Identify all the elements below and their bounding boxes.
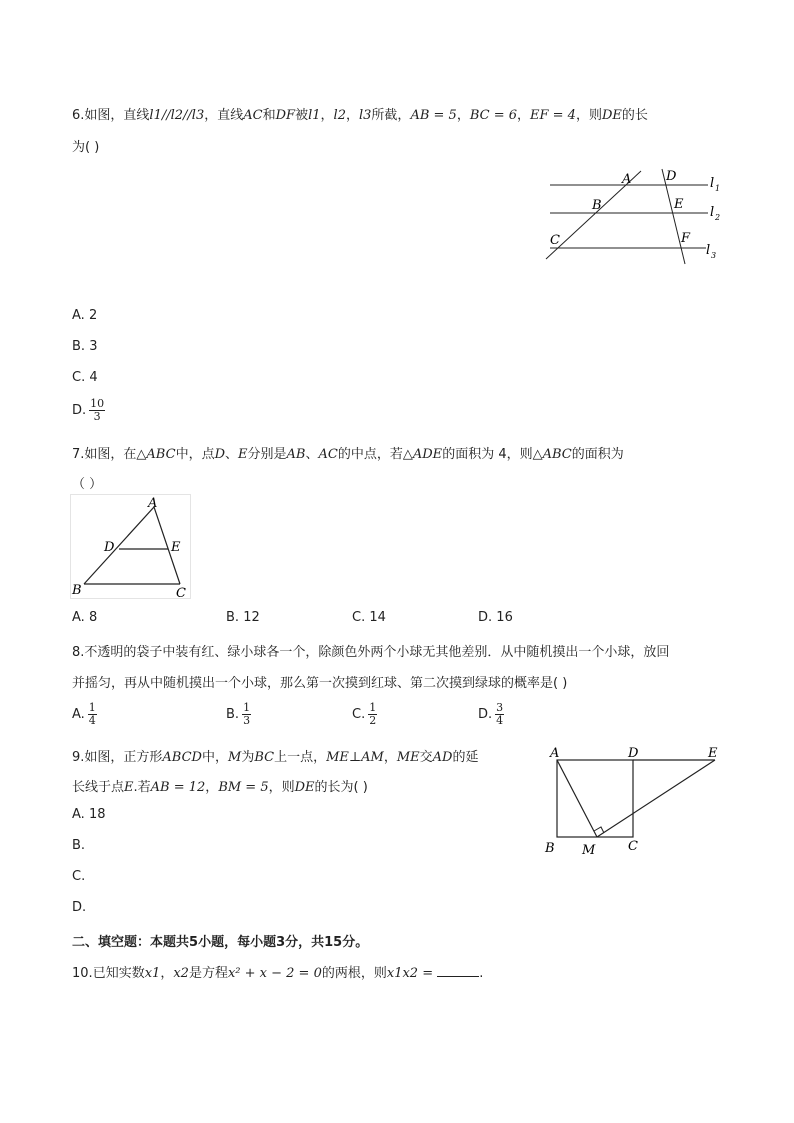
q7-option-c[interactable]: C. 14	[352, 610, 386, 625]
q9-label-B: B	[545, 841, 555, 856]
q6-label-l3-sub: 3	[711, 251, 717, 260]
q6-option-d[interactable]: D. $\frac{10}{3}$	[72, 397, 105, 423]
answer-blank[interactable]	[437, 964, 479, 977]
q8-stem-line2: 并摇匀，再从中随机摸出一个小球，那么第一次摸到红球、第二次摸到绿球的概率是( )	[72, 676, 568, 691]
q6-label-E: E	[674, 197, 684, 212]
q8-option-a[interactable]: A. $\frac{1}{4}$	[72, 701, 96, 727]
q6-label-D: D	[666, 169, 677, 184]
q8-option-d[interactable]: D. $\frac{3}{4}$	[478, 701, 504, 727]
q8-stem-line1: 8.不透明的袋子中装有红、绿小球各一个，除颜色外两个小球无其他差别．从中随机摸出一个小球，放回	[72, 645, 670, 660]
q6-stem-line1: 6.如图，直线l1//l2//l3，直线AC和DF被l1，l2，l3所截，AB = 5，BC = 6，EF = 4，则DE的长	[72, 108, 648, 123]
q9-option-a[interactable]: A. 18	[72, 807, 106, 822]
q6-option-b[interactable]: B. 3	[72, 339, 98, 354]
section-heading: 二、填空题：本题共5小题，每小题3分，共15分。	[72, 935, 369, 950]
q9-option-d[interactable]: D.	[72, 900, 87, 915]
q7-stem-line1: 7.如图，在△ABC中，点D、E分别是AB、AC的中点，若△ADE的面积为 4，则△ABC的面积为	[72, 447, 624, 462]
q9-label-M: M	[582, 843, 596, 858]
q7-label-C: C	[176, 586, 186, 600]
q7-stem-line2: （ ）	[72, 477, 103, 492]
q10-stem: 10.已知实数x1，x2是方程x² + x − 2 = 0的两根，则x1x2 = .	[72, 966, 484, 981]
q8-option-b[interactable]: B. $\frac{1}{3}$	[226, 701, 251, 727]
q9-label-D: D	[628, 746, 639, 761]
fraction: $\frac{3}{4}$	[496, 701, 504, 727]
q6-label-F: F	[681, 231, 691, 246]
q8-option-c[interactable]: C. $\frac{1}{2}$	[352, 701, 377, 727]
q6-label-l3: l	[706, 243, 711, 258]
q9-label-C: C	[628, 839, 638, 854]
q7-label-B: B	[72, 583, 82, 598]
q7-figure	[70, 494, 192, 600]
q9-stem-line2: 长线于点E.若AB = 12，BM = 5，则DE的长为( )	[72, 780, 368, 795]
q6-label-B: B	[592, 198, 602, 213]
q6-label-A: A	[622, 172, 632, 187]
q6-label-l1: l	[710, 176, 715, 191]
q7-option-b[interactable]: B. 12	[226, 610, 260, 625]
q6-figure	[540, 165, 730, 265]
q6-option-a[interactable]: A. 2	[72, 308, 98, 323]
fraction: $\frac{1}{4}$	[88, 701, 96, 727]
fraction: $\frac{1}{2}$	[369, 701, 377, 727]
parallel-lines-expr: l1//l2//l3	[149, 108, 205, 123]
q9-label-E: E	[708, 746, 718, 761]
q9-label-A: A	[550, 746, 560, 761]
q7-label-D: D	[104, 540, 115, 555]
q9-figure	[540, 742, 725, 858]
q7-option-d[interactable]: D. 16	[478, 610, 513, 625]
q6-option-c[interactable]: C. 4	[72, 370, 98, 385]
q9-option-b[interactable]: B.	[72, 838, 86, 853]
q7-option-a[interactable]: A. 8	[72, 610, 98, 625]
q7-label-E: E	[171, 540, 181, 555]
q6-label-l1-sub: 1	[715, 184, 721, 193]
q6-stem-line2: 为( )	[72, 140, 100, 155]
q7-label-A: A	[148, 496, 158, 511]
q6-label-C: C	[550, 233, 560, 248]
fraction: $\frac{10}{3}$	[90, 397, 105, 423]
q9-option-c[interactable]: C.	[72, 869, 86, 884]
q6-label-l2: l	[710, 205, 715, 220]
fraction: $\frac{1}{3}$	[243, 701, 251, 727]
q9-stem-line1: 9.如图，正方形ABCD中，M为BC上一点，ME⊥AM，ME交AD的延	[72, 750, 479, 765]
q6-label-l2-sub: 2	[715, 213, 721, 222]
